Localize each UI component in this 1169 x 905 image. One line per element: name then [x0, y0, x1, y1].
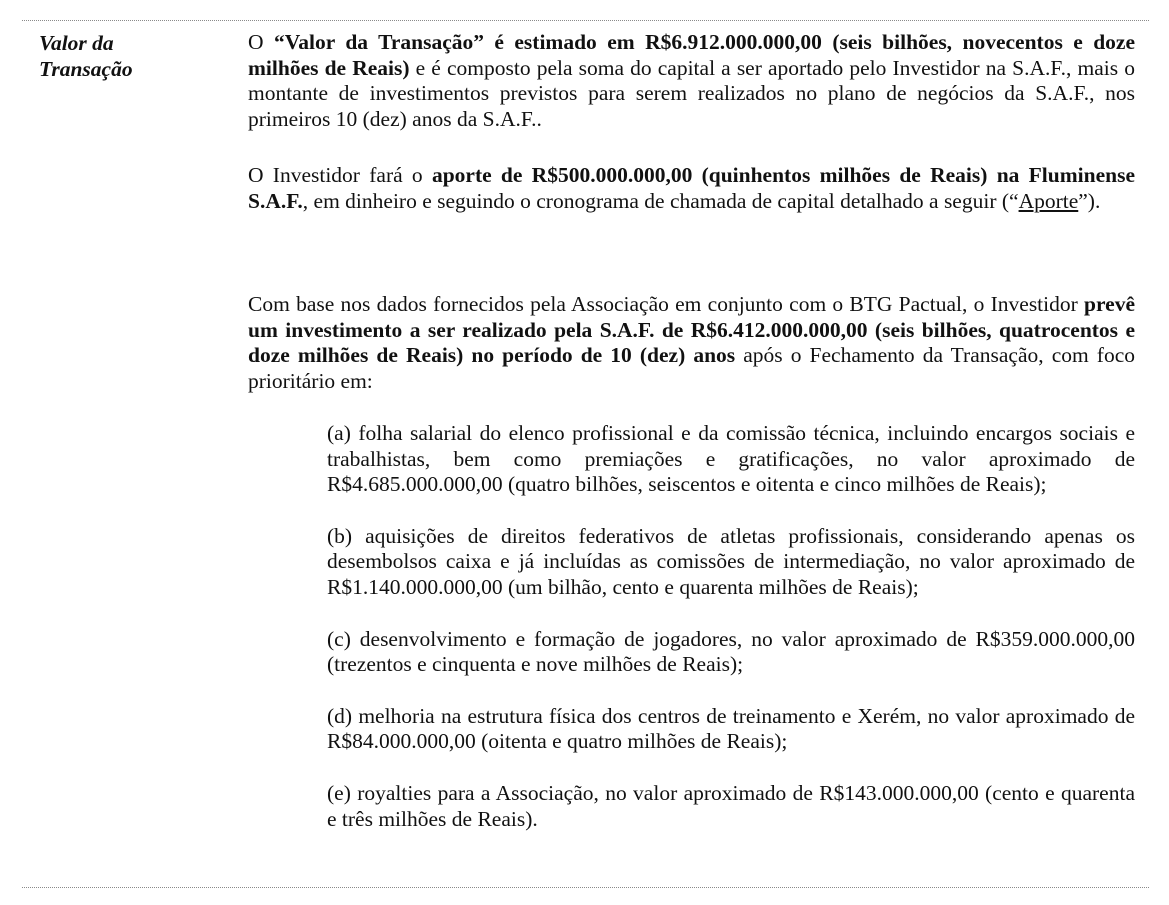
paragraph-transaction-value: [248, 30, 1135, 163]
row-label: [39, 30, 219, 82]
paragraph-text: O: [248, 30, 274, 54]
list-item-d: (d) melhoria na estrutura física dos centros de treinamento e Xerém, no valor aproximado de R$84.000.000,00 (oitenta e quatro milhões de Reais);: [327, 703, 1135, 754]
row-label-line-1: Valor da: [39, 31, 114, 55]
row-content: [248, 30, 1135, 832]
paragraph-capital-contribution: [248, 163, 1135, 292]
bold-transaction-value: “Valor da Transação” é estimado em R$6.912.000.000,00 (seis bilhões, novecentos e doze milhões de Reais): [248, 30, 1136, 80]
top-dotted-divider: [22, 20, 1149, 21]
investment-items-list: [327, 421, 1135, 832]
bottom-dotted-divider: [22, 887, 1149, 888]
row-label-line-2: Transação: [39, 57, 133, 81]
bold-contribution-amount: aporte de R$500.000.000,00 (quinhentos milhões de Reais) na Fluminense S.A.F.: [248, 163, 1135, 213]
paragraph-text: Com base nos dados fornecidos pela Associação em conjunto com o BTG Pactual, o Investidor: [248, 292, 1085, 316]
paragraph-text: após o Fechamento da Transação, com foco prioritário em:: [248, 343, 1136, 393]
list-item-c: (c) desenvolvimento e formação de jogadores, no valor aproximado de R$359.000.000,00 (trezentos e cinquenta e nove milhões de Reais);: [327, 626, 1135, 677]
paragraph-planned-investment: [248, 292, 1135, 421]
defined-term-aporte: Aporte: [1018, 188, 1079, 213]
paragraph-text: e é composto pela soma do capital a ser aportado pelo Investidor na S.A.F., mais o montante de investimentos previstos para serem realizados no plano de negócios da S.A.F., nos primeiros 10 (dez) anos da S.A.F..: [248, 55, 1135, 131]
paragraph-text: O Investidor fará o: [248, 163, 432, 187]
list-item-a: (a) folha salarial do elenco profissional e da comissão técnica, incluindo encargos sociais e trabalhistas, bem como premiações e gratificações, no valor aproximado de R$4.685.000.000,00 (quatro bilhões, seiscentos e oitenta e cinco milhões de Reais);: [327, 421, 1135, 497]
paragraph-text: , em dinheiro e seguindo o cronograma de chamada de capital detalhado a seguir (“: [302, 188, 1019, 213]
bold-investment-amount: prevê um investimento a ser realizado pela S.A.F. de R$6.412.000.000,00 (seis bilhões, quatrocentos e doze milhões de Reais) no período de 10 (dez) anos: [248, 292, 1135, 368]
paragraph-text: ”).: [1078, 188, 1101, 213]
list-item-e: (e) royalties para a Associação, no valor aproximado de R$143.000.000,00 (cento e quarenta e três milhões de Reais).: [327, 780, 1135, 831]
list-item-b: (b) aquisições de direitos federativos de atletas profissionais, considerando apenas os desembolsos caixa e já incluídas as comissões de intermediação, no valor aproximado de R$1.140.000.000,00 (um bilhão, cento e quarenta milhões de Reais);: [327, 523, 1135, 599]
